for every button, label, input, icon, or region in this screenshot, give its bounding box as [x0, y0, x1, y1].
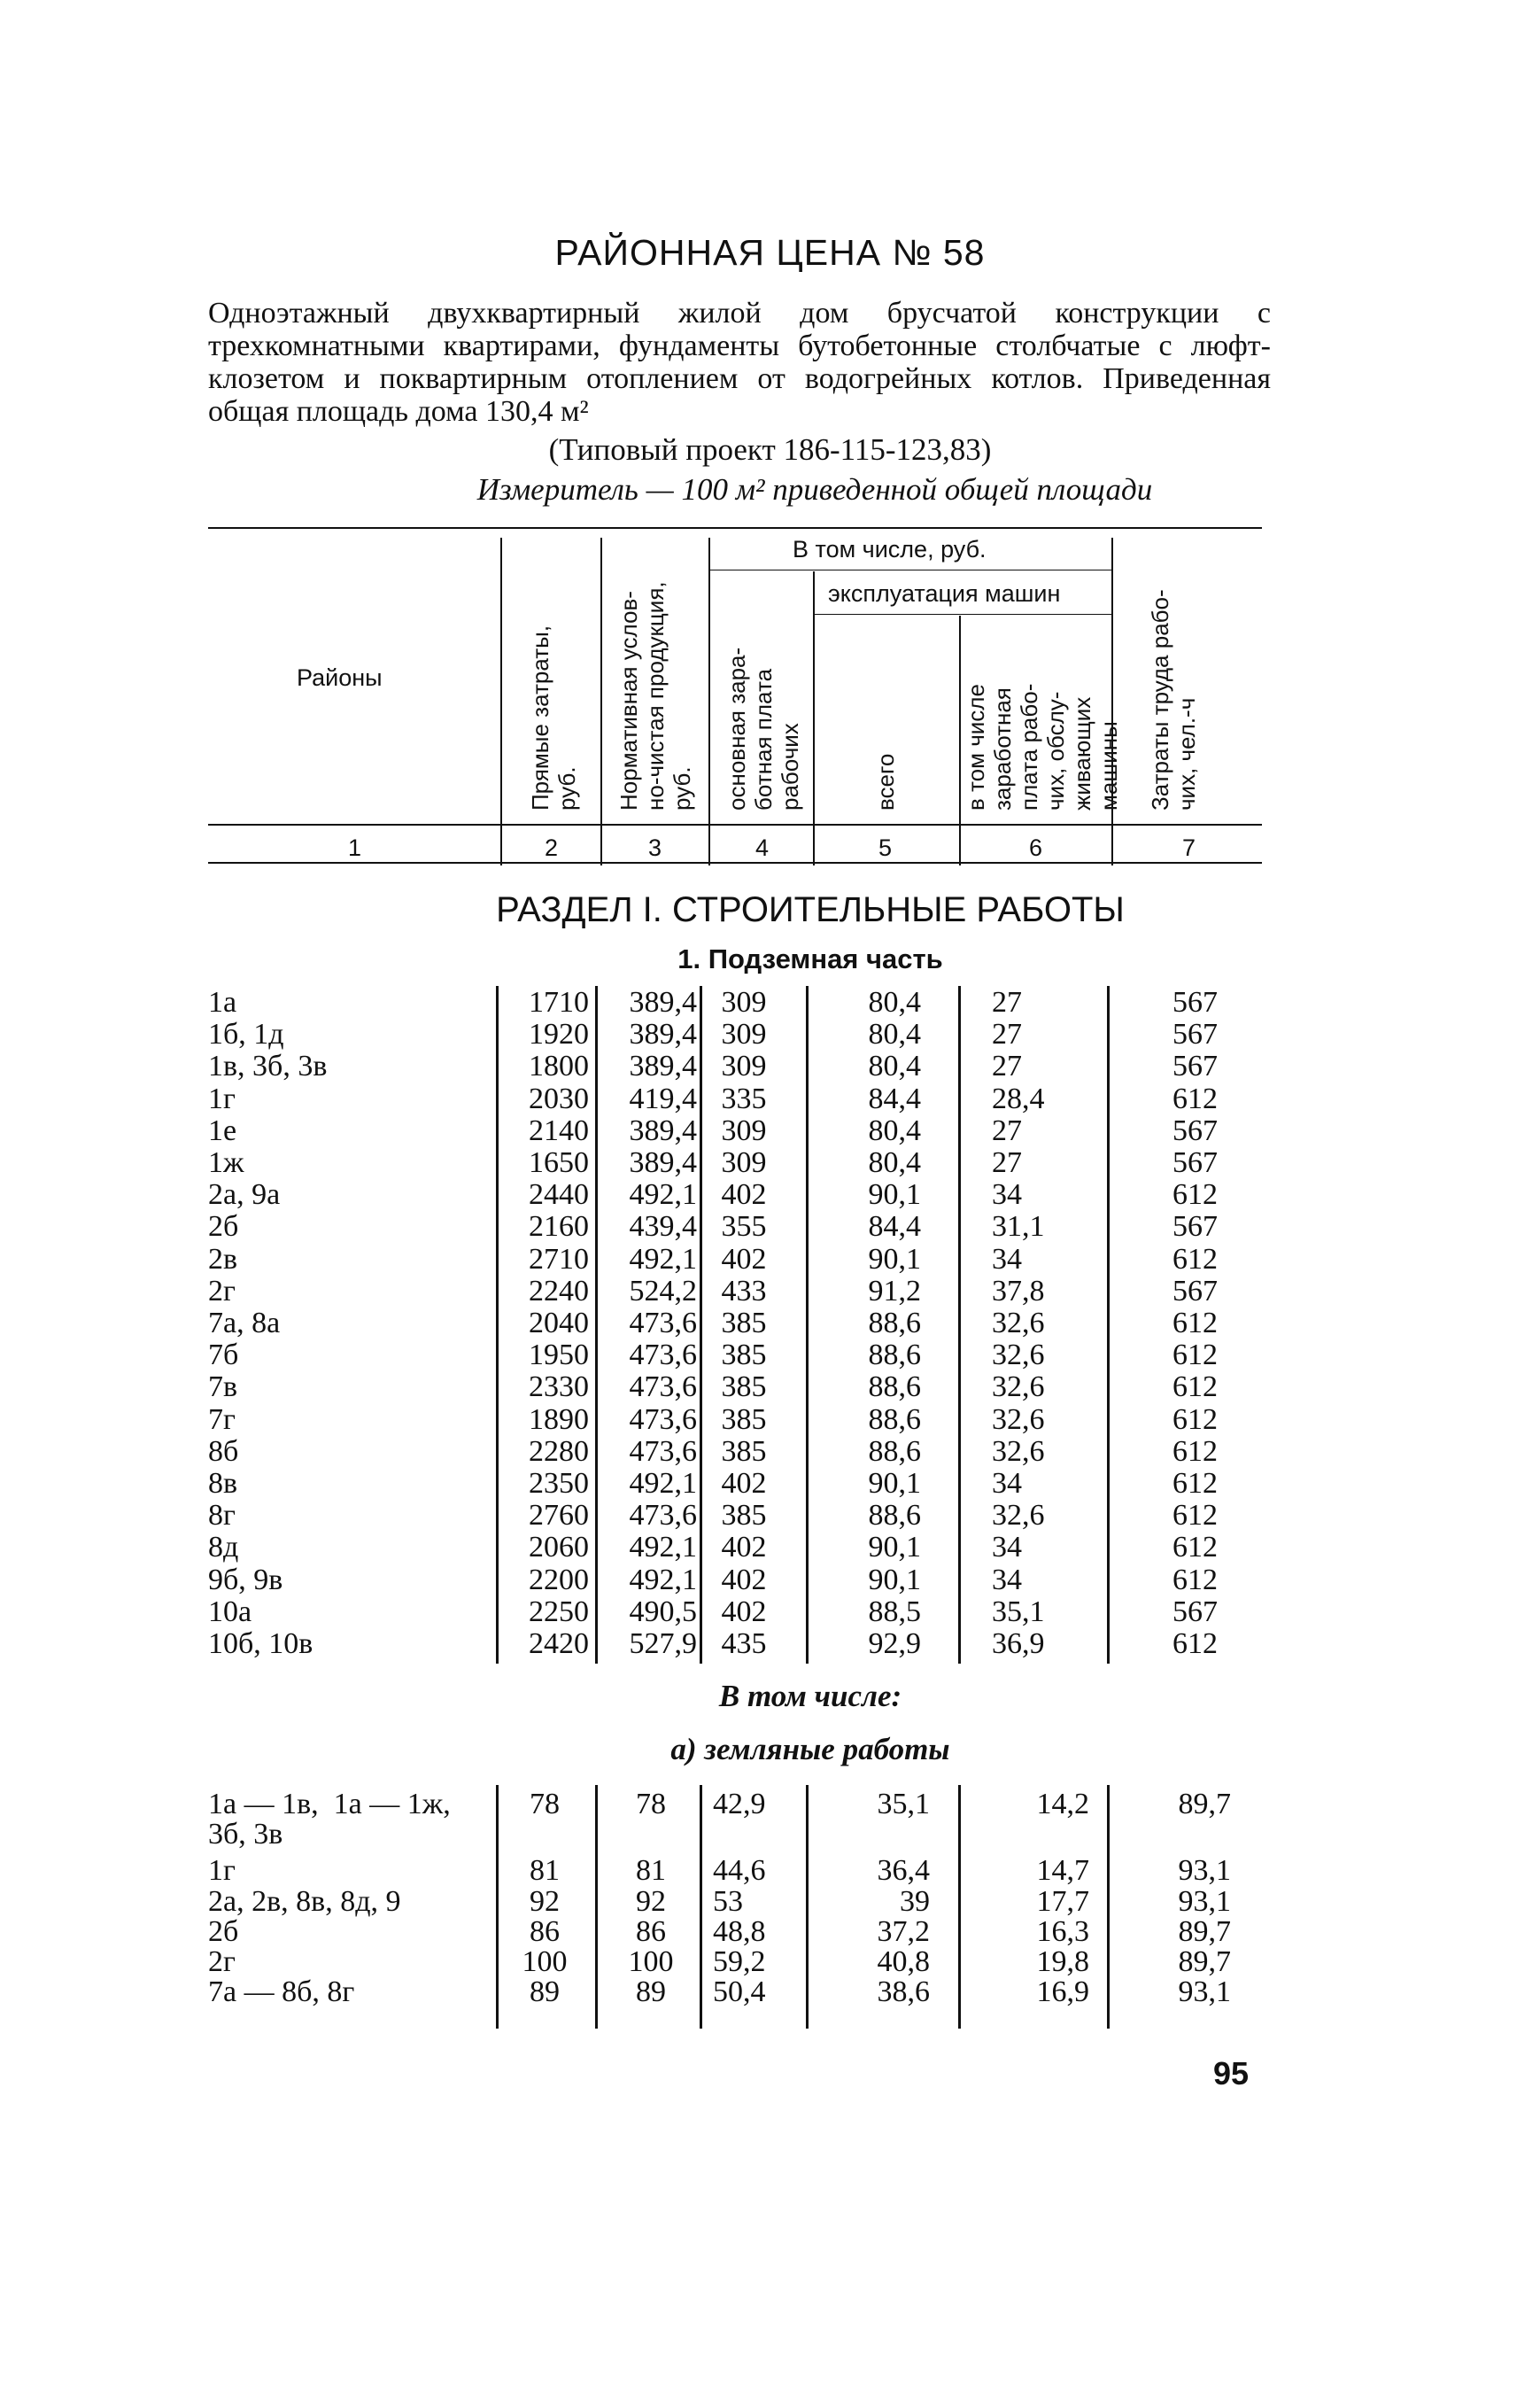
region-cell: 1б, 1д — [208, 1018, 284, 1052]
value-cell: 473,6 — [629, 1402, 697, 1436]
col-divider — [959, 616, 961, 865]
value-cell: 39 — [900, 1885, 930, 1918]
value-cell: 34 — [992, 1467, 1022, 1500]
value-cell: 612 — [1172, 1307, 1218, 1339]
value-cell: 2240 — [529, 1274, 589, 1308]
region-cell: 2а, 2в, 8в, 8д, 9 — [208, 1885, 401, 1918]
value-cell: 27 — [992, 986, 1022, 1019]
region-cell: 2а, 9а — [208, 1178, 281, 1212]
value-cell: 385 — [721, 1307, 767, 1339]
table-header — [208, 527, 1262, 886]
table-row — [0, 1210, 1540, 1242]
value-cell: 402 — [721, 1467, 767, 1500]
value-cell: 385 — [721, 1499, 767, 1533]
value-cell: 473,6 — [629, 1307, 697, 1339]
col-number: 3 — [648, 834, 662, 861]
value-cell: 2030 — [529, 1082, 589, 1115]
value-cell: 2250 — [529, 1595, 589, 1628]
table-row — [0, 1178, 1540, 1210]
header-direct-costs: Прямые затраты, руб. — [527, 625, 580, 811]
value-cell: 84,4 — [868, 1082, 921, 1115]
value-cell: 93,1 — [1178, 1975, 1231, 2008]
table-row — [0, 1243, 1540, 1275]
value-cell: 567 — [1172, 986, 1218, 1019]
value-cell: 612 — [1172, 1499, 1218, 1533]
value-cell: 567 — [1172, 1018, 1218, 1052]
value-cell: 38,6 — [877, 1975, 930, 2008]
region-cell: 10б, 10в — [208, 1627, 313, 1660]
value-cell: 92 — [530, 1885, 560, 1918]
value-cell: 32,6 — [992, 1370, 1045, 1404]
value-cell: 19,8 — [1036, 1945, 1089, 1978]
value-cell: 86 — [530, 1915, 560, 1948]
header-regions: Районы — [297, 664, 383, 691]
value-cell: 309 — [721, 986, 767, 1019]
value-cell: 93,1 — [1178, 1854, 1231, 1887]
value-cell: 567 — [1172, 1050, 1218, 1083]
table-row — [0, 1018, 1540, 1050]
value-cell: 2200 — [529, 1563, 589, 1596]
value-cell: 90,1 — [868, 1563, 921, 1596]
value-cell: 89 — [530, 1975, 560, 2008]
value-cell: 32,6 — [992, 1499, 1045, 1533]
region-cell: 7б — [208, 1339, 239, 1372]
value-cell: 14,2 — [1036, 1788, 1089, 1820]
value-cell: 81 — [636, 1854, 666, 1887]
value-cell: 2710 — [529, 1242, 589, 1276]
region-cell: 1ж — [208, 1146, 244, 1179]
col-divider — [496, 1785, 499, 2029]
region-cell: 10а — [208, 1595, 252, 1628]
value-cell: 89 — [636, 1975, 666, 2008]
col-number: 6 — [1029, 834, 1043, 861]
region-cell: 1а — [208, 986, 237, 1019]
value-cell: 16,9 — [1036, 1975, 1089, 2008]
region-cell: 9б, 9в — [208, 1563, 283, 1596]
value-cell: 80,4 — [868, 1050, 921, 1083]
value-cell: 567 — [1172, 1595, 1218, 1628]
col-divider — [700, 1785, 702, 2029]
value-cell: 2330 — [529, 1370, 589, 1404]
col-divider — [806, 1785, 809, 2029]
header-base-wages: основная зара- ботная плата рабочих — [724, 647, 803, 811]
value-cell: 89,7 — [1178, 1788, 1231, 1820]
value-cell: 2040 — [529, 1307, 589, 1339]
value-cell: 90,1 — [868, 1467, 921, 1500]
value-cell: 84,4 — [868, 1210, 921, 1244]
value-cell: 16,3 — [1036, 1915, 1089, 1948]
value-cell: 435 — [721, 1627, 767, 1660]
value-cell: 612 — [1172, 1627, 1218, 1660]
value-cell: 2440 — [529, 1178, 589, 1212]
header-bottom-rule — [208, 824, 1262, 826]
col-divider — [813, 571, 815, 865]
value-cell: 473,6 — [629, 1370, 697, 1404]
value-cell: 78 — [636, 1788, 666, 1820]
value-cell: 42,9 — [713, 1788, 766, 1820]
col-divider — [500, 538, 502, 865]
value-cell: 402 — [721, 1178, 767, 1212]
value-cell: 27 — [992, 1146, 1022, 1179]
header-labor-costs: Затраты труда рабо- чих, чел.-ч — [1147, 589, 1200, 811]
table-row — [0, 1595, 1540, 1627]
value-cell: 2280 — [529, 1434, 589, 1468]
value-cell: 1950 — [529, 1339, 589, 1372]
measure-unit: Измеритель — 100 м² приведенной общей площади — [476, 472, 1153, 507]
value-cell: 612 — [1172, 1467, 1218, 1500]
value-cell: 492,1 — [629, 1531, 697, 1564]
value-cell: 402 — [721, 1531, 767, 1564]
col-number: 5 — [878, 834, 893, 861]
region-cell: 1а — 1в, 1а — 1ж, — [208, 1788, 451, 1820]
region-cell: 1г — [208, 1082, 236, 1115]
value-cell: 524,2 — [629, 1274, 697, 1308]
earthworks-label: а) земляные работы — [670, 1732, 950, 1766]
value-cell: 490,5 — [629, 1595, 697, 1628]
value-cell: 612 — [1172, 1339, 1218, 1372]
value-cell: 2760 — [529, 1499, 589, 1533]
col-divider — [1107, 1785, 1110, 2029]
value-cell: 389,4 — [629, 986, 697, 1019]
value-cell: 612 — [1172, 1434, 1218, 1468]
value-cell: 88,6 — [868, 1434, 921, 1468]
region-cell: 7г — [208, 1402, 236, 1436]
value-cell: 612 — [1172, 1402, 1218, 1436]
table-row — [0, 1370, 1540, 1402]
region-cell: 2в — [208, 1242, 238, 1276]
subsection-title: 1. Подземная часть — [677, 943, 943, 974]
value-cell: 492,1 — [629, 1467, 697, 1500]
value-cell: 612 — [1172, 1370, 1218, 1404]
value-cell: 2420 — [529, 1627, 589, 1660]
value-cell: 309 — [721, 1018, 767, 1052]
table-row — [0, 1275, 1540, 1307]
value-cell: 90,1 — [868, 1178, 921, 1212]
value-cell: 100 — [522, 1945, 568, 1978]
table-row — [0, 1435, 1540, 1467]
value-cell: 1920 — [529, 1018, 589, 1052]
value-cell: 612 — [1172, 1563, 1218, 1596]
region-cell: 7а, 8а — [208, 1307, 281, 1339]
value-cell: 28,4 — [992, 1082, 1045, 1115]
col-divider — [600, 538, 602, 865]
value-cell: 32,6 — [992, 1307, 1045, 1339]
value-cell: 567 — [1172, 1274, 1218, 1308]
table-row — [0, 1114, 1540, 1146]
region-cell: 1г — [208, 1854, 236, 1887]
value-cell: 93,1 — [1178, 1885, 1231, 1918]
header-machine-wages: в том числе заработная плата рабо- чих, обслу- живающих машины — [963, 683, 1122, 811]
intro-paragraph: Одноэтажный двухквартирный жилой дом брусчатой конструкции с трехкомнатными квартирами, фундаменты бутобетонные столбчатые с люфт-клозетом и поквартирным отоплением от водогрейных котлов. Приведенная общая площадь дома 130,4 м² — [208, 297, 1271, 428]
value-cell: 389,4 — [629, 1018, 697, 1052]
col-divider — [595, 1785, 598, 2029]
value-cell: 1890 — [529, 1402, 589, 1436]
value-cell: 34 — [992, 1242, 1022, 1276]
region-cell: 2б — [208, 1210, 239, 1244]
value-cell: 492,1 — [629, 1242, 697, 1276]
table-row — [0, 1467, 1540, 1499]
value-cell: 80,4 — [868, 1114, 921, 1147]
project-reference: (Типовый проект 186-115-123,83) — [548, 432, 992, 467]
value-cell: 88,6 — [868, 1307, 921, 1339]
table-row — [0, 1627, 1540, 1659]
value-cell: 88,6 — [868, 1339, 921, 1372]
value-cell: 2140 — [529, 1114, 589, 1147]
table-row — [0, 1403, 1540, 1435]
value-cell: 80,4 — [868, 1146, 921, 1179]
value-cell: 32,6 — [992, 1434, 1045, 1468]
including-label: В том числе: — [718, 1679, 902, 1713]
header-group: В том числе, руб. — [793, 536, 987, 563]
value-cell: 385 — [721, 1402, 767, 1436]
value-cell: 35,1 — [877, 1788, 930, 1820]
table-row — [0, 1307, 1540, 1339]
value-cell: 48,8 — [713, 1915, 766, 1948]
value-cell: 385 — [721, 1339, 767, 1372]
value-cell: 90,1 — [868, 1531, 921, 1564]
value-cell: 78 — [530, 1788, 560, 1820]
value-cell: 34 — [992, 1178, 1022, 1212]
value-cell: 59,2 — [713, 1945, 766, 1978]
value-cell: 473,6 — [629, 1499, 697, 1533]
value-cell: 92 — [636, 1885, 666, 1918]
col-divider — [708, 538, 710, 865]
value-cell: 492,1 — [629, 1563, 697, 1596]
colnum-bottom-rule — [208, 862, 1262, 864]
header-top-rule — [208, 527, 1262, 529]
table-row — [0, 1499, 1540, 1531]
col-number: 1 — [348, 834, 362, 861]
table-row — [0, 1083, 1540, 1114]
value-cell: 1800 — [529, 1050, 589, 1083]
value-cell: 14,7 — [1036, 1854, 1089, 1887]
value-cell: 385 — [721, 1370, 767, 1404]
value-cell: 492,1 — [629, 1178, 697, 1212]
value-cell: 389,4 — [629, 1114, 697, 1147]
value-cell: 32,6 — [992, 1339, 1045, 1372]
value-cell: 88,6 — [868, 1499, 921, 1533]
value-cell: 27 — [992, 1114, 1022, 1147]
col-divider — [958, 1785, 961, 2029]
value-cell: 40,8 — [877, 1945, 930, 1978]
header-machine-operation: эксплуатация машин — [828, 580, 1061, 607]
value-cell: 17,7 — [1036, 1885, 1089, 1918]
region-cell: 3б, 3в — [208, 1818, 283, 1851]
value-cell: 612 — [1172, 1178, 1218, 1212]
value-cell: 612 — [1172, 1242, 1218, 1276]
table-row — [0, 1564, 1540, 1595]
value-cell: 1650 — [529, 1146, 589, 1179]
region-cell: 8д — [208, 1531, 239, 1564]
value-cell: 1710 — [529, 986, 589, 1019]
table-row — [0, 1146, 1540, 1178]
value-cell: 80,4 — [868, 986, 921, 1019]
value-cell: 2160 — [529, 1210, 589, 1244]
value-cell: 439,4 — [629, 1210, 697, 1244]
header-machine-total: всего — [872, 753, 899, 811]
page-title: РАЙОННАЯ ЦЕНА № 58 — [554, 232, 986, 273]
value-cell: 2060 — [529, 1531, 589, 1564]
value-cell: 527,9 — [629, 1627, 697, 1660]
value-cell: 91,2 — [868, 1274, 921, 1308]
region-cell: 1в, 3б, 3в — [208, 1050, 328, 1083]
value-cell: 53 — [713, 1885, 743, 1918]
value-cell: 34 — [992, 1531, 1022, 1564]
value-cell: 385 — [721, 1434, 767, 1468]
page-number: 95 — [1213, 2055, 1250, 2091]
col-number: 7 — [1182, 834, 1196, 861]
value-cell: 612 — [1172, 1082, 1218, 1115]
value-cell: 89,7 — [1178, 1945, 1231, 1978]
table-row — [0, 1339, 1540, 1370]
value-cell: 80,4 — [868, 1018, 921, 1052]
value-cell: 90,1 — [868, 1242, 921, 1276]
table-row — [0, 1050, 1540, 1082]
value-cell: 389,4 — [629, 1050, 697, 1083]
region-cell: 1е — [208, 1114, 237, 1147]
region-cell: 2г — [208, 1274, 236, 1308]
value-cell: 309 — [721, 1050, 767, 1083]
value-cell: 309 — [721, 1146, 767, 1179]
value-cell: 2350 — [529, 1467, 589, 1500]
value-cell: 355 — [721, 1210, 767, 1244]
subgroup-rule — [813, 614, 1111, 615]
region-cell: 8б — [208, 1434, 239, 1468]
value-cell: 34 — [992, 1563, 1022, 1596]
value-cell: 419,4 — [629, 1082, 697, 1115]
value-cell: 567 — [1172, 1146, 1218, 1179]
value-cell: 335 — [721, 1082, 767, 1115]
table-row — [0, 986, 1540, 1018]
col-number: 2 — [545, 834, 559, 861]
region-cell: 2г — [208, 1945, 236, 1978]
section-title: РАЗДЕЛ I. СТРОИТЕЛЬНЫЕ РАБОТЫ — [496, 890, 1125, 929]
value-cell: 402 — [721, 1563, 767, 1596]
region-cell: 8г — [208, 1499, 236, 1533]
value-cell: 567 — [1172, 1210, 1218, 1244]
value-cell: 88,6 — [868, 1370, 921, 1404]
value-cell: 473,6 — [629, 1434, 697, 1468]
value-cell: 433 — [721, 1274, 767, 1308]
region-cell: 7в — [208, 1370, 238, 1404]
value-cell: 309 — [721, 1114, 767, 1147]
region-cell: 8в — [208, 1467, 238, 1500]
region-cell: 2б — [208, 1915, 239, 1948]
value-cell: 402 — [721, 1242, 767, 1276]
value-cell: 36,9 — [992, 1627, 1045, 1660]
table-row — [0, 1531, 1540, 1563]
value-cell: 32,6 — [992, 1402, 1045, 1436]
value-cell: 473,6 — [629, 1339, 697, 1372]
value-cell: 81 — [530, 1854, 560, 1887]
value-cell: 88,5 — [868, 1595, 921, 1628]
value-cell: 89,7 — [1178, 1915, 1231, 1948]
value-cell: 35,1 — [992, 1595, 1045, 1628]
value-cell: 37,8 — [992, 1274, 1045, 1308]
value-cell: 92,9 — [868, 1627, 921, 1660]
region-cell: 7а — 8б, 8г — [208, 1975, 355, 2008]
value-cell: 100 — [628, 1945, 674, 1978]
value-cell: 31,1 — [992, 1210, 1045, 1244]
value-cell: 567 — [1172, 1114, 1218, 1147]
value-cell: 36,4 — [877, 1854, 930, 1887]
value-cell: 44,6 — [713, 1854, 766, 1887]
col-number: 4 — [755, 834, 770, 861]
value-cell: 402 — [721, 1595, 767, 1628]
value-cell: 37,2 — [877, 1915, 930, 1948]
value-cell: 612 — [1172, 1531, 1218, 1564]
value-cell: 88,6 — [868, 1402, 921, 1436]
value-cell: 27 — [992, 1050, 1022, 1083]
value-cell: 389,4 — [629, 1146, 697, 1179]
header-normative-product: Нормативная услов- но-чистая продукция, руб. — [615, 581, 695, 811]
value-cell: 50,4 — [713, 1975, 766, 2008]
value-cell: 27 — [992, 1018, 1022, 1052]
value-cell: 86 — [636, 1915, 666, 1948]
